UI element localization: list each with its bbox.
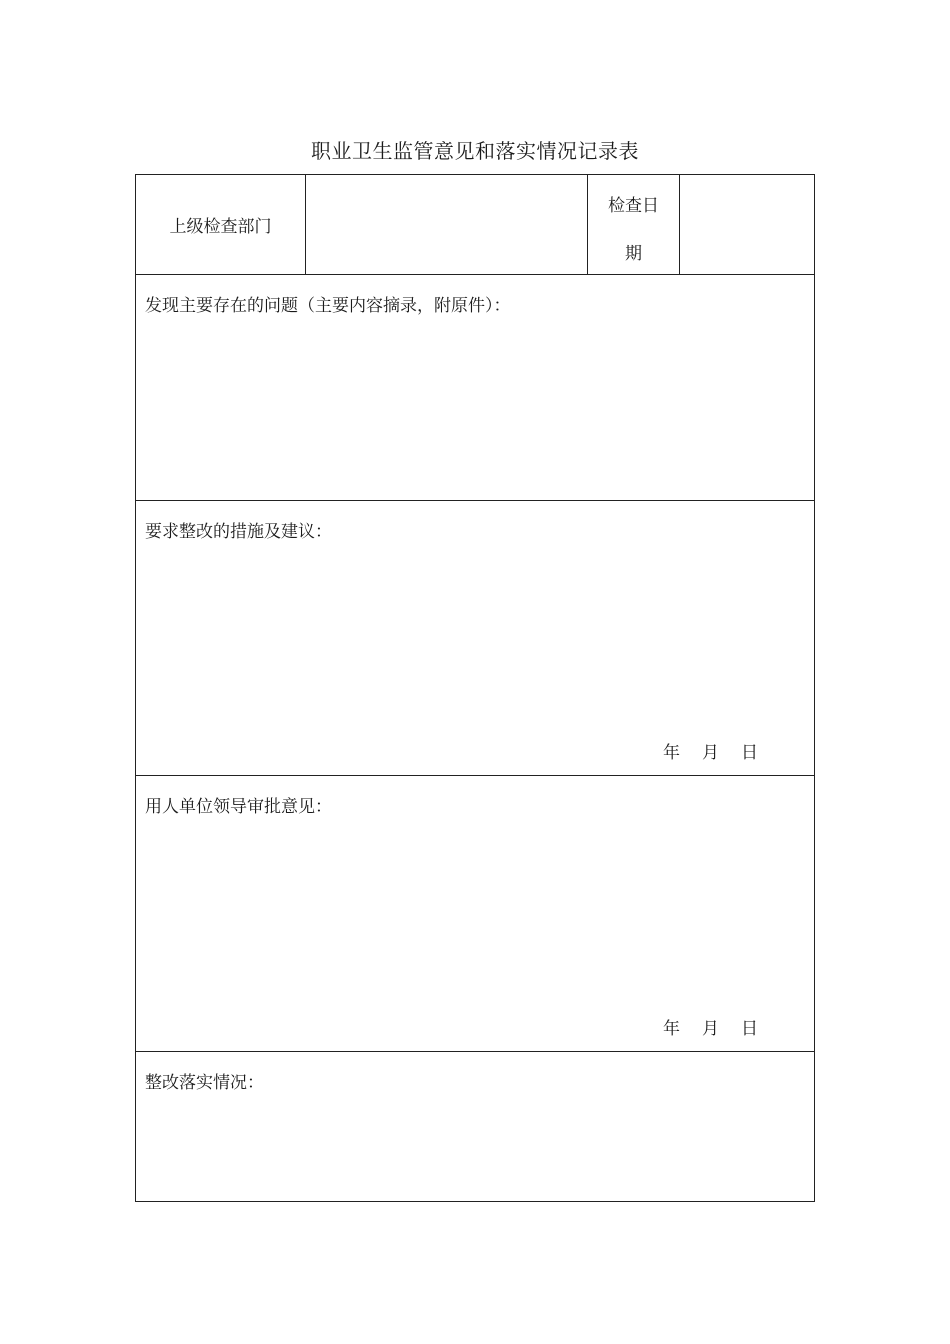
problems-label: 发现主要存在的问题（主要内容摘录，附原件）： bbox=[145, 296, 511, 316]
inspection-dept-field[interactable] bbox=[306, 175, 588, 274]
measures-date-line bbox=[663, 738, 758, 763]
inspection-date-label-line1: 检查日 bbox=[608, 196, 659, 216]
page-title: 职业卫生监管意见和落实情况记录表 bbox=[311, 139, 639, 163]
inspection-dept-label bbox=[136, 175, 306, 274]
approval-date-day: 日 bbox=[741, 1019, 758, 1039]
approval-label: 用人单位领导审批意见： bbox=[145, 797, 332, 817]
approval-date-line bbox=[663, 1014, 758, 1039]
approval-date-year: 年 bbox=[663, 1019, 680, 1039]
approval-section[interactable] bbox=[136, 776, 814, 1052]
implementation-label: 整改落实情况： bbox=[145, 1073, 264, 1093]
measures-date-year: 年 bbox=[663, 743, 680, 763]
inspection-dept-label-text: 上级检查部门 bbox=[169, 217, 272, 237]
inspection-date-field[interactable] bbox=[680, 175, 814, 274]
measures-date-day: 日 bbox=[741, 743, 758, 763]
record-form-table bbox=[135, 174, 815, 1202]
inspection-date-label-line2: 期 bbox=[625, 244, 642, 264]
inspection-date-label bbox=[588, 175, 680, 274]
approval-date-month: 月 bbox=[702, 1019, 719, 1039]
measures-label: 要求整改的措施及建议： bbox=[145, 522, 332, 542]
problems-section[interactable] bbox=[136, 275, 814, 501]
implementation-section[interactable] bbox=[136, 1052, 814, 1201]
measures-section[interactable] bbox=[136, 501, 814, 776]
measures-date-month: 月 bbox=[702, 743, 719, 763]
header-row bbox=[136, 175, 814, 275]
